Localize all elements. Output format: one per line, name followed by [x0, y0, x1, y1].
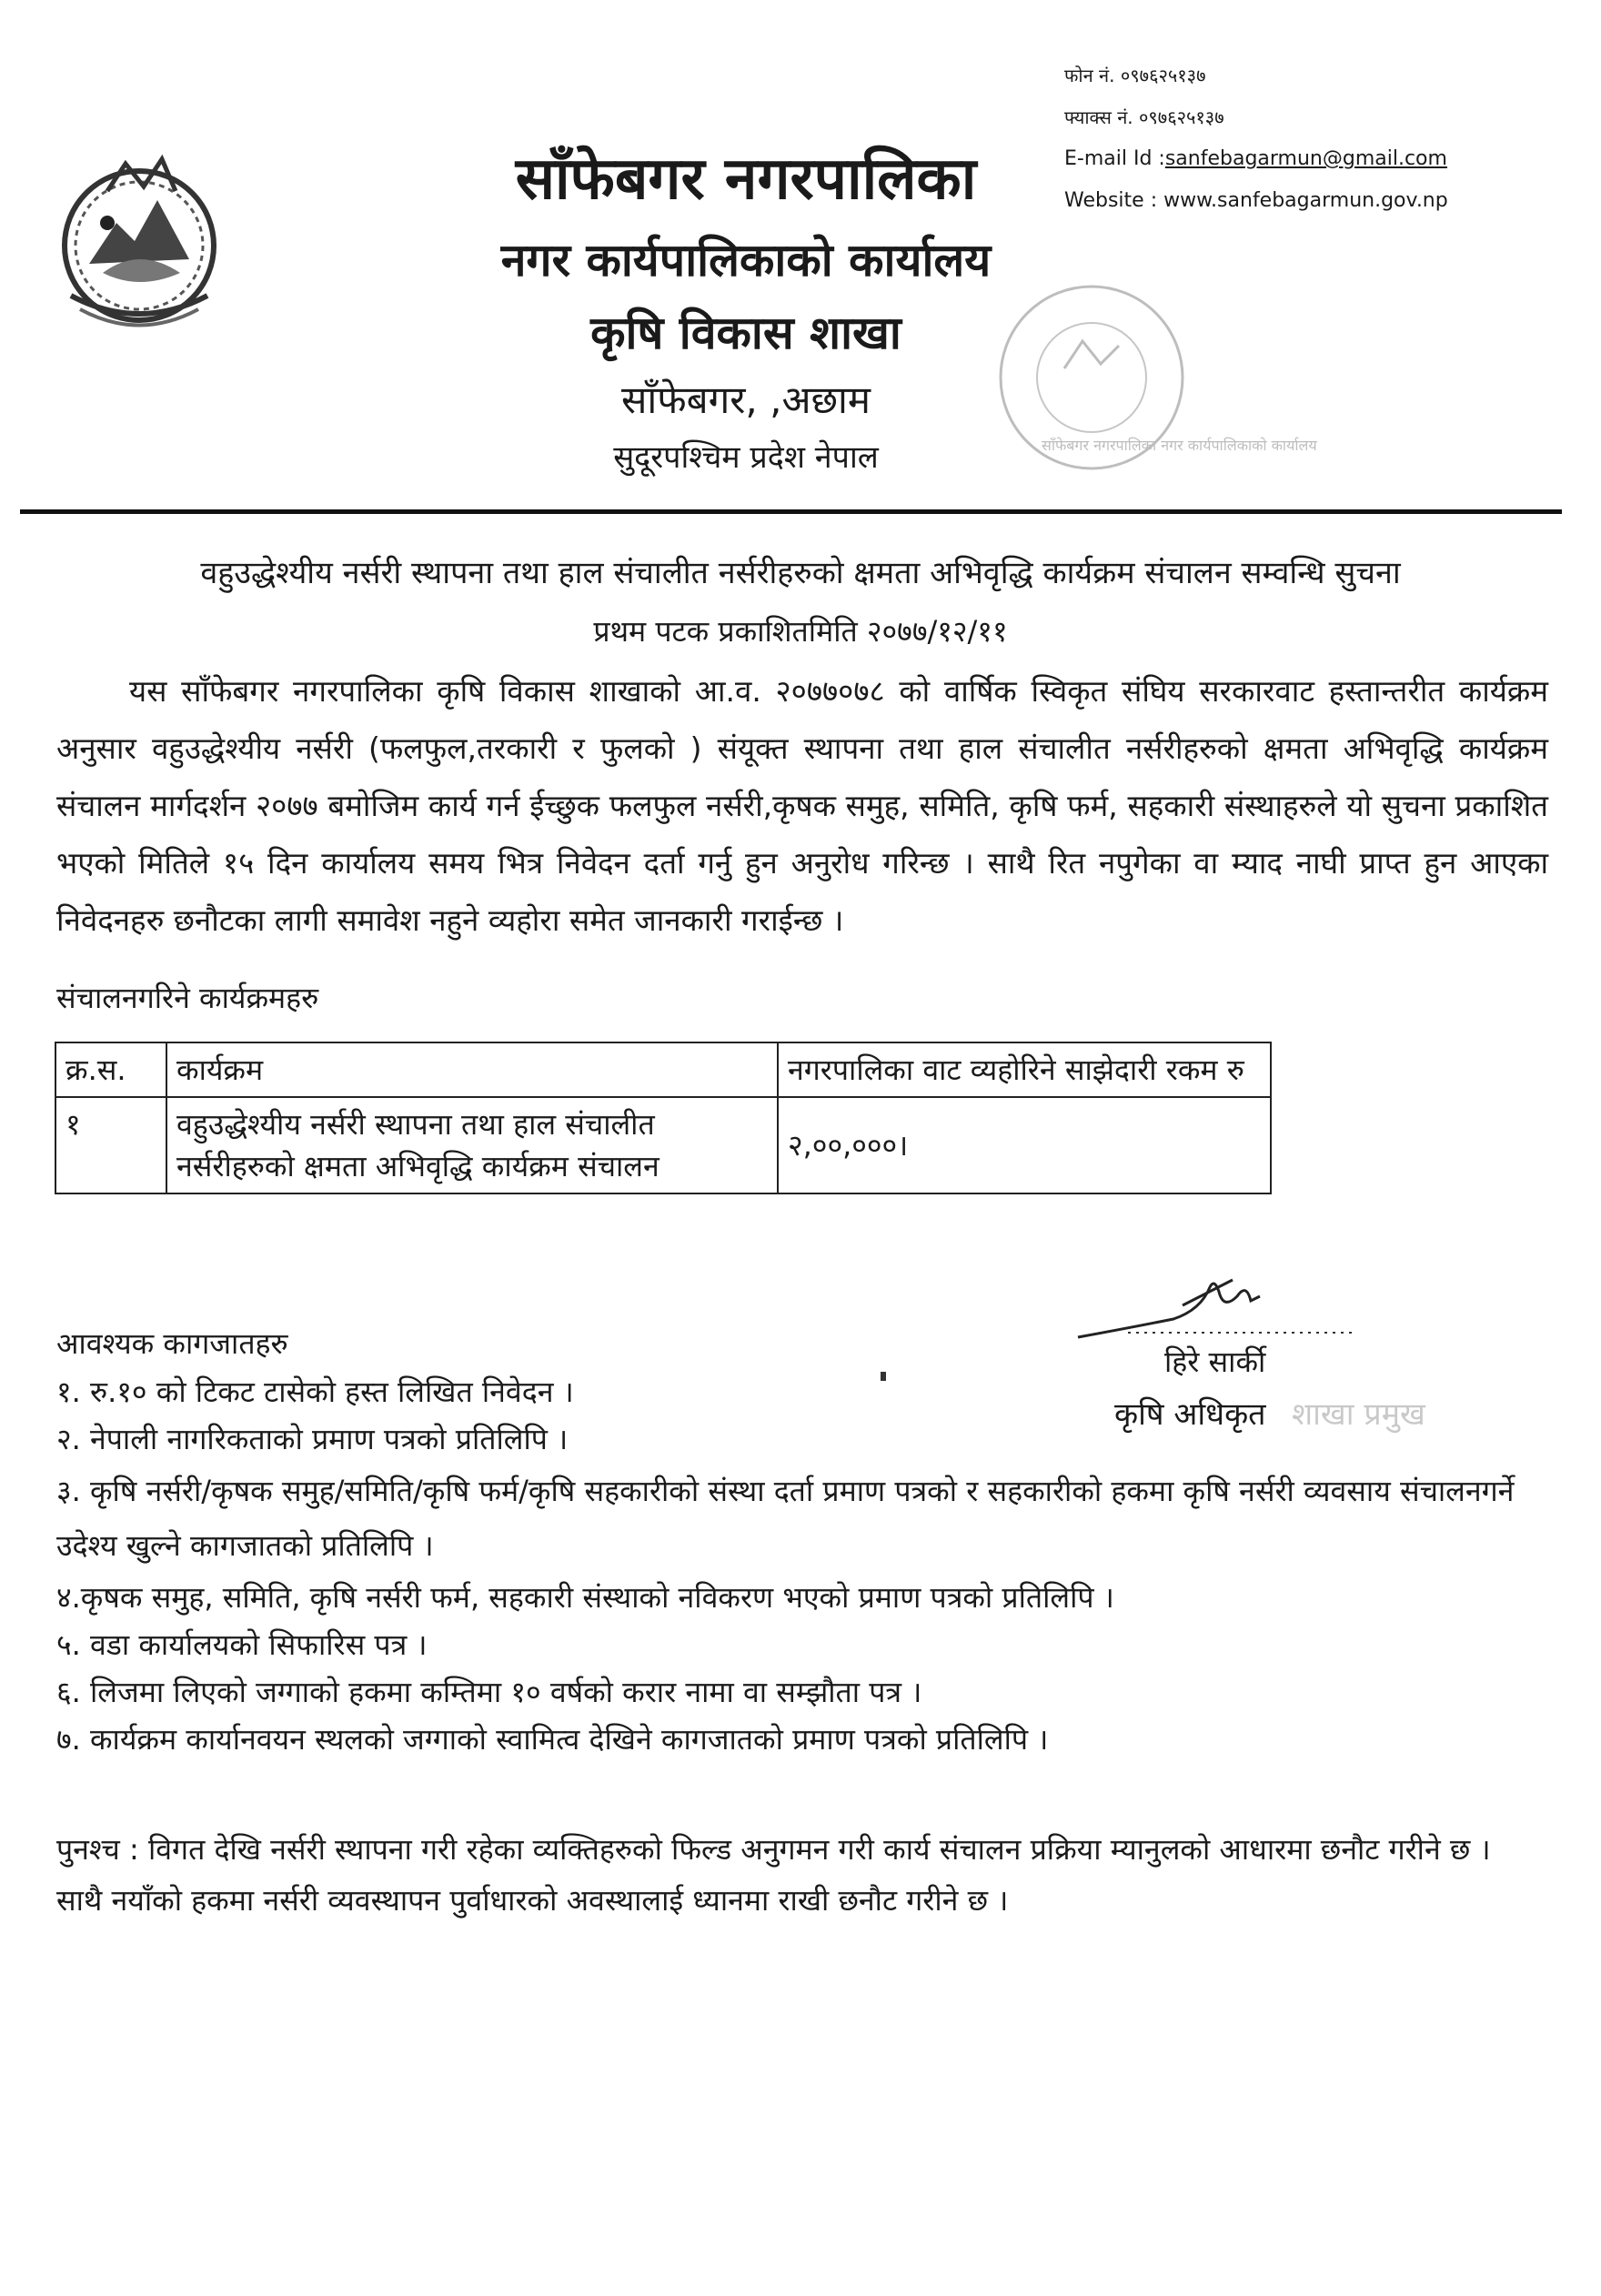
phone-number: फोन नं. ०९७६२५१३७ — [1064, 65, 1206, 86]
signatory-faded-title: शाखा प्रमुख — [1292, 1396, 1425, 1433]
nepal-emblem-icon — [53, 136, 226, 346]
email-label: E-mail Id : — [1064, 147, 1165, 170]
list-item: ३. कृषि नर्सरी/कृषक समुह/समिति/कृषि फर्म/कृषि सहकारीको संस्था दर्ता प्रमाण पत्रको र सहकारीको हकमा कृषि नर्सरी व्यवसाय संचालनगर्ने उदेश्य खुल्ने कागजातको प्रतिलिपि । — [56, 1474, 1515, 1563]
header-amount: नगरपालिका वाट व्यहोरिने साझेदारी रकम रु — [778, 1042, 1271, 1097]
programs-table — [55, 1042, 1272, 1194]
programs-title: संचालनगरिने कार्यक्रमहरु — [56, 981, 319, 1015]
province-name: सुदूरपश्चिम प्रदेश नेपाल — [613, 439, 879, 476]
office-name: नगर कार्यपालिकाको कार्यालय — [500, 234, 992, 287]
row-sn: १ — [55, 1097, 166, 1193]
header-divider — [20, 509, 1562, 514]
notice-title: वहुउद्धेश्यीय नर्सरी स्थापना तथा हाल संचालीत नर्सरीहरुको क्षमता अभिवृद्धि कार्यक्रम संचालन सम्वन्धि सुचना — [200, 555, 1401, 591]
table-header-row — [55, 1042, 1271, 1097]
table-row — [55, 1097, 1271, 1193]
list-item: ४.कृषक समुह, समिति, कृषि नर्सरी फर्म, सहकारी संस्थाको नविकरण भएको प्रमाण पत्रको प्रतिलिपि । — [56, 1580, 1114, 1615]
signatory-name: हिरे सार्की — [1164, 1344, 1266, 1379]
email-link[interactable]: sanfebagarmun@gmail.com — [1164, 147, 1447, 170]
branch-name: कृषि विकास शाखा — [590, 307, 901, 359]
header-program: कार्यक्रम — [166, 1042, 778, 1097]
list-item: ५. वडा कार्यालयको सिफारिस पत्र । — [56, 1627, 428, 1662]
list-item: ७. कार्यक्रम कार्यानवयन स्थलको जग्गाको स्वामित्व देखिने कागजातको प्रमाण पत्रको प्रतिलिपि । — [56, 1722, 1049, 1757]
postscript-note: पुनश्च : विगत देखि नर्सरी स्थापना गरी रहेका व्यक्तिहरुको फिल्ड अनुगमन गरी कार्य संचालन प्रक्रिया म्यानुलको आधारमा छनौट गरीने छ । साथै नयाँको हकमा नर्सरी व्यवस्थापन पुर्वाधारको अवस्थालाई ध्यानमा राखी छनौट गरीने छ । — [56, 1832, 1491, 1918]
list-item: १. रु.१० को टिकट टासेको हस्त लिखित निवेदन । — [56, 1375, 574, 1409]
stamp-text: साँफेबगर नगरपालिका नगर कार्यपालिकाको कार्यालय — [1042, 437, 1317, 454]
signatory-designation: कृषि अधिकृत — [1114, 1396, 1266, 1433]
contact-block — [1064, 55, 1574, 222]
header-sn: क्र.स. — [55, 1042, 166, 1097]
website-link[interactable]: Website : www.sanfebagarmun.gov.np — [1064, 189, 1448, 212]
row-program: वहुउद्धेश्यीय नर्सरी स्थापना तथा हाल संचालीत नर्सरीहरुको क्षमता अभिवृद्धि कार्यक्रम संचालन — [166, 1097, 778, 1193]
publication-date: प्रथम पटक प्रकाशितमिति २०७७/१२/११ — [593, 614, 1008, 649]
documents-title: आवश्यक कागजातहरु — [56, 1326, 288, 1361]
documents-list — [56, 1369, 1548, 1764]
list-item: २. नेपाली नागरिकताको प्रमाण पत्रको प्रतिलिपि । — [56, 1422, 569, 1456]
list-item: ६. लिजमा लिएको जग्गाको हकमा कम्तिमा १० वर्षको करार नामा वा सम्झौता पत्र । — [56, 1675, 922, 1709]
signature-icon — [1073, 1269, 1364, 1351]
row-amount: २,००,०००। — [778, 1097, 1271, 1193]
org-name: साँफेबगर नगरपालिका — [515, 146, 977, 213]
office-stamp-icon — [987, 268, 1317, 487]
fax-number: फ्याक्स नं. ०९७६२५१३७ — [1064, 106, 1224, 128]
notice-paragraph: यस साँफेबगर नगरपालिका कृषि विकास शाखाको आ.व. २०७७०७८ को वार्षिक स्विकृत संघिय सरकारवाट हस्तान्तरीत कार्यक्रम अनुसार वहुउद्धेश्यीय नर्सरी (फलफुल,तरकारी र फुलको ) संयूक्त स्थापना तथा हाल संचालीत नर्सरीहरुको क्षमता अभिवृद्धि कार्यक्रम संचालन मार्गदर्शन २०७७ बमोजिम कार्य गर्न ईच्छुक फलफुल नर्सरी,कृषक समुह, समिति, कृषि फर्म, सहकारी संस्थाहरुले यो सुचना प्रकाशित भएको मितिले १५ दिन कार्यालय समय भित्र निवेदन दर्ता गर्नु हुन अनुरोध गरिन्छ । साथै रित नपुगेका वा म्याद नाघी प्राप्त हुन आएका निवेदनहरु छनौटका लागी समावेश नहुने व्यहोरा समेत जानकारी गराईन्छ । — [56, 673, 1548, 938]
email-line — [1064, 138, 1574, 180]
place-name: साँफेबगर, ,अछाम — [620, 378, 871, 422]
